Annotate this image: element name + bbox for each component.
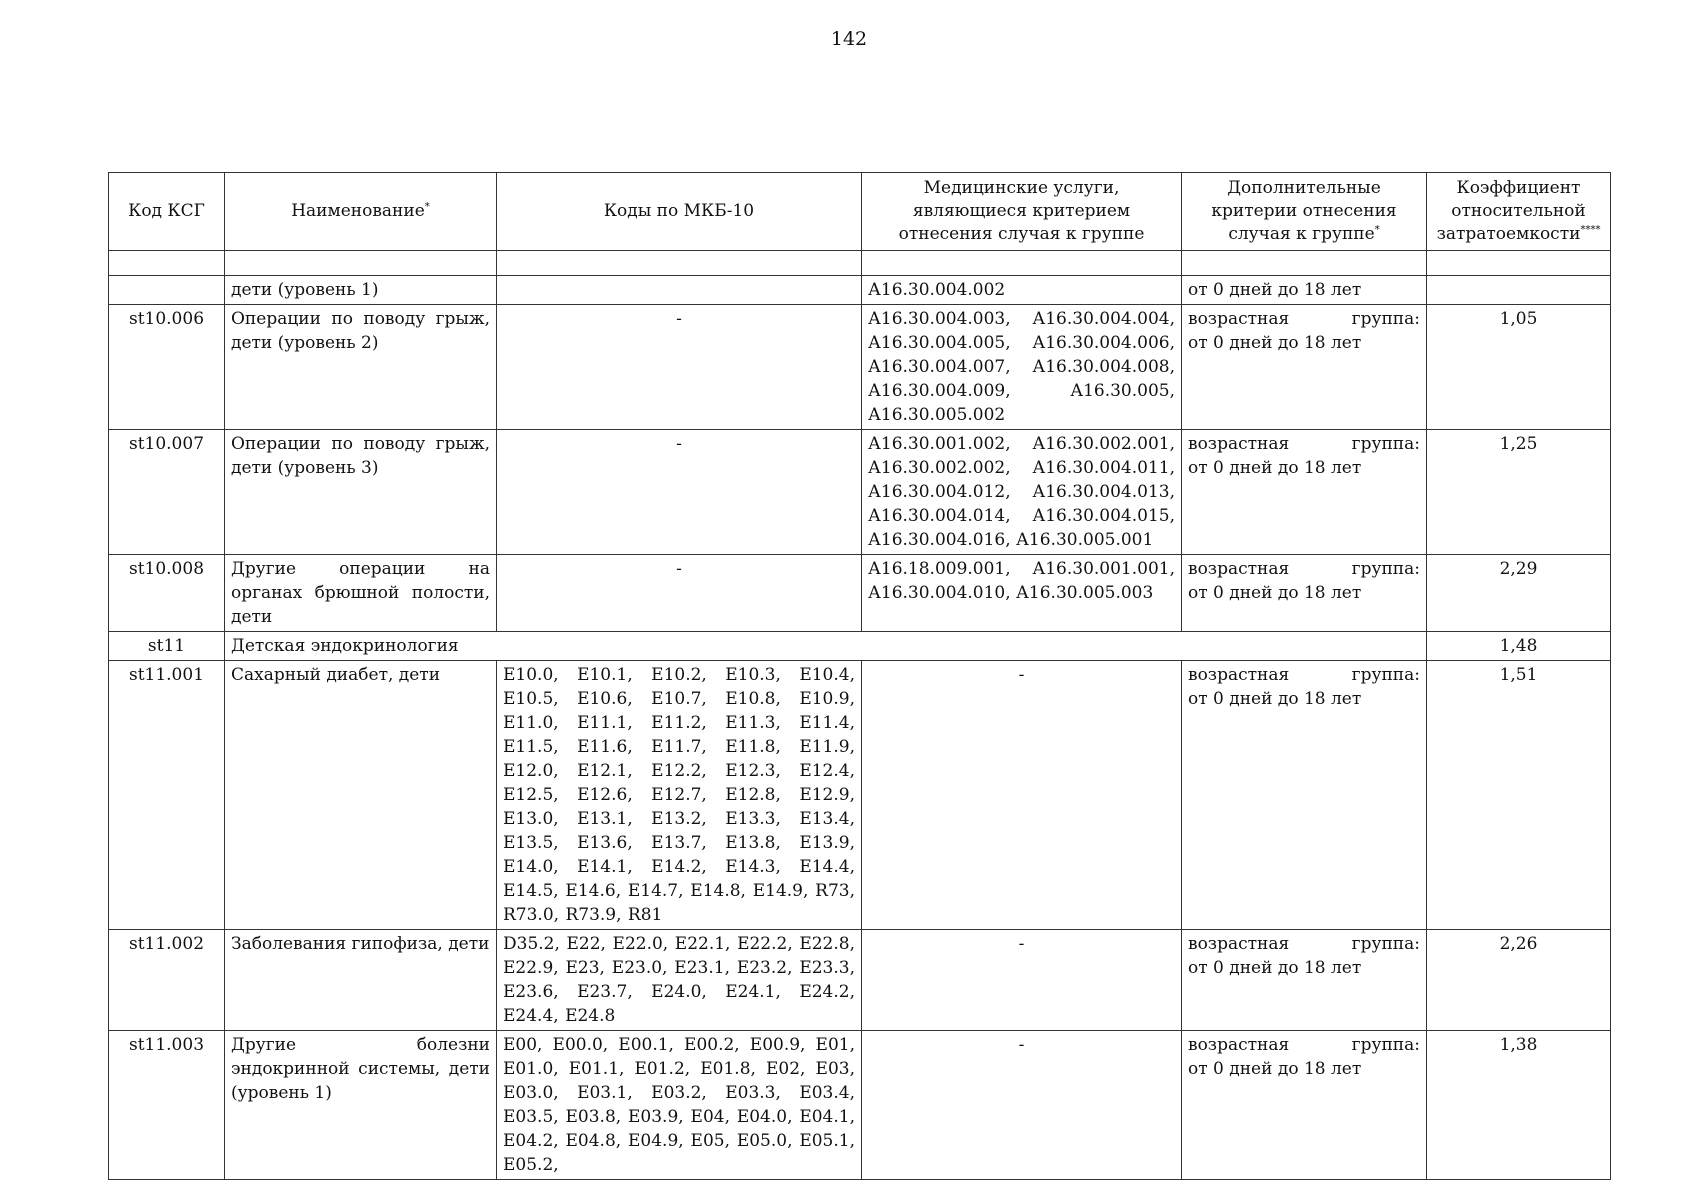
header-services: Медицинские услуги, являющиеся критерием отнесения случая к группе [862, 173, 1182, 251]
ksg-name: дети (уровень 1) [225, 276, 497, 305]
mkb-codes [497, 276, 862, 305]
ksg-code: st10.008 [109, 555, 225, 632]
coefficient: 1,25 [1427, 430, 1611, 555]
header-mkb: Коды по МКБ-10 [497, 173, 862, 251]
coefficient: 1,38 [1427, 1031, 1611, 1180]
group-name: Детская эндокринология [225, 632, 1427, 661]
table-row [109, 661, 1611, 930]
group-row [109, 632, 1611, 661]
ksg-code: st10.006 [109, 305, 225, 430]
table-row [109, 930, 1611, 1031]
medical-services: - [862, 661, 1182, 930]
header-coef: Коэффициент относительной затратоемкости**** [1427, 173, 1611, 251]
coefficient: 2,29 [1427, 555, 1611, 632]
ksg-name: Операции по поводу грыж, дети (уровень 3) [225, 430, 497, 555]
extra-criteria: от 0 дней до 18 лет [1182, 276, 1427, 305]
mkb-codes: - [497, 305, 862, 430]
mkb-codes: D35.2, E22, E22.0, E22.1, E22.2, E22.8, E22.9, E23, E23.0, E23.1, E23.2, E23.3, E23.6, E23.7, E24.0, E24.1, E24.2, E24.4, E24.8 [497, 930, 862, 1031]
ksg-code: st11.002 [109, 930, 225, 1031]
table-row [109, 305, 1611, 430]
extra-criteria: возрастная группа: от 0 дней до 18 лет [1182, 555, 1427, 632]
extra-criteria: возрастная группа: от 0 дней до 18 лет [1182, 930, 1427, 1031]
medical-services: - [862, 930, 1182, 1031]
header-row [109, 173, 1611, 251]
ksg-code: st11.001 [109, 661, 225, 930]
medical-services: А16.18.009.001, А16.30.001.001, А16.30.004.010, А16.30.005.003 [862, 555, 1182, 632]
header-spacer-row [109, 251, 1611, 276]
ksg-name: Сахарный диабет, дети [225, 661, 497, 930]
table-row [109, 555, 1611, 632]
coefficient [1427, 276, 1611, 305]
extra-criteria: возрастная группа: от 0 дней до 18 лет [1182, 305, 1427, 430]
table-row [109, 430, 1611, 555]
medical-services: А16.30.004.002 [862, 276, 1182, 305]
extra-criteria: возрастная группа: от 0 дней до 18 лет [1182, 1031, 1427, 1180]
group-coefficient: 1,48 [1427, 632, 1611, 661]
medical-services: А16.30.001.002, А16.30.002.001, А16.30.002.002, А16.30.004.011, А16.30.004.012, А16.30.004.013, А16.30.004.014, А16.30.004.015, А16.30.004.016, А16.30.005.001 [862, 430, 1182, 555]
coefficient: 2,26 [1427, 930, 1611, 1031]
footnote-mark: * [1374, 224, 1380, 236]
ksg-name: Другие болезни эндокринной системы, дети (уровень 1) [225, 1031, 497, 1180]
ksg-table [108, 172, 1611, 1180]
page-number: 142 [830, 28, 868, 50]
ksg-name: Заболевания гипофиза, дети [225, 930, 497, 1031]
ksg-code: st11.003 [109, 1031, 225, 1180]
footnote-mark: * [424, 201, 430, 213]
coefficient: 1,51 [1427, 661, 1611, 930]
table-row [109, 1031, 1611, 1180]
mkb-codes: E10.0, E10.1, E10.2, E10.3, E10.4, E10.5, E10.6, E10.7, E10.8, E10.9, E11.0, E11.1, E11.2, E11.3, E11.4, E11.5, E11.6, E11.7, E11.8, E11.9, E12.0, E12.1, E12.2, E12.3, E12.4, E12.5, E12.6, E12.7, E12.8, E12.9, E13.0, E13.1, E13.2, E13.3, E13.4, E13.5, E13.6, E13.7, E13.8, E13.9, E14.0, E14.1, E14.2, E14.3, E14.4, E14.5, E14.6, E14.7, E14.8, E14.9, R73, R73.0, R73.9, R81 [497, 661, 862, 930]
coefficient: 1,05 [1427, 305, 1611, 430]
ksg-code: st10.007 [109, 430, 225, 555]
ksg-code [109, 276, 225, 305]
header-criteria: Дополнительные критерии отнесения случая к группе* [1182, 173, 1427, 251]
ksg-name: Операции по поводу грыж, дети (уровень 2) [225, 305, 497, 430]
medical-services: А16.30.004.003, А16.30.004.004, А16.30.004.005, А16.30.004.006, А16.30.004.007, А16.30.004.008, А16.30.004.009, А16.30.005, А16.30.005.002 [862, 305, 1182, 430]
extra-criteria: возрастная группа: от 0 дней до 18 лет [1182, 430, 1427, 555]
mkb-codes: - [497, 430, 862, 555]
extra-criteria: возрастная группа: от 0 дней до 18 лет [1182, 661, 1427, 930]
medical-services: - [862, 1031, 1182, 1180]
table-row [109, 276, 1611, 305]
header-name: Наименование* [225, 173, 497, 251]
mkb-codes: E00, E00.0, E00.1, E00.2, E00.9, E01, E01.0, E01.1, E01.2, E01.8, E02, E03, E03.0, E03.1, E03.2, E03.3, E03.4, E03.5, E03.8, E03.9, E04, E04.0, E04.1, E04.2, E04.8, E04.9, E05, E05.0, E05.1, E05.2, [497, 1031, 862, 1180]
header-code: Код КСГ [109, 173, 225, 251]
footnote-mark: **** [1580, 224, 1601, 236]
ksg-name: Другие операции на органах брюшной полости, дети [225, 555, 497, 632]
group-code: st11 [109, 632, 225, 661]
mkb-codes: - [497, 555, 862, 632]
